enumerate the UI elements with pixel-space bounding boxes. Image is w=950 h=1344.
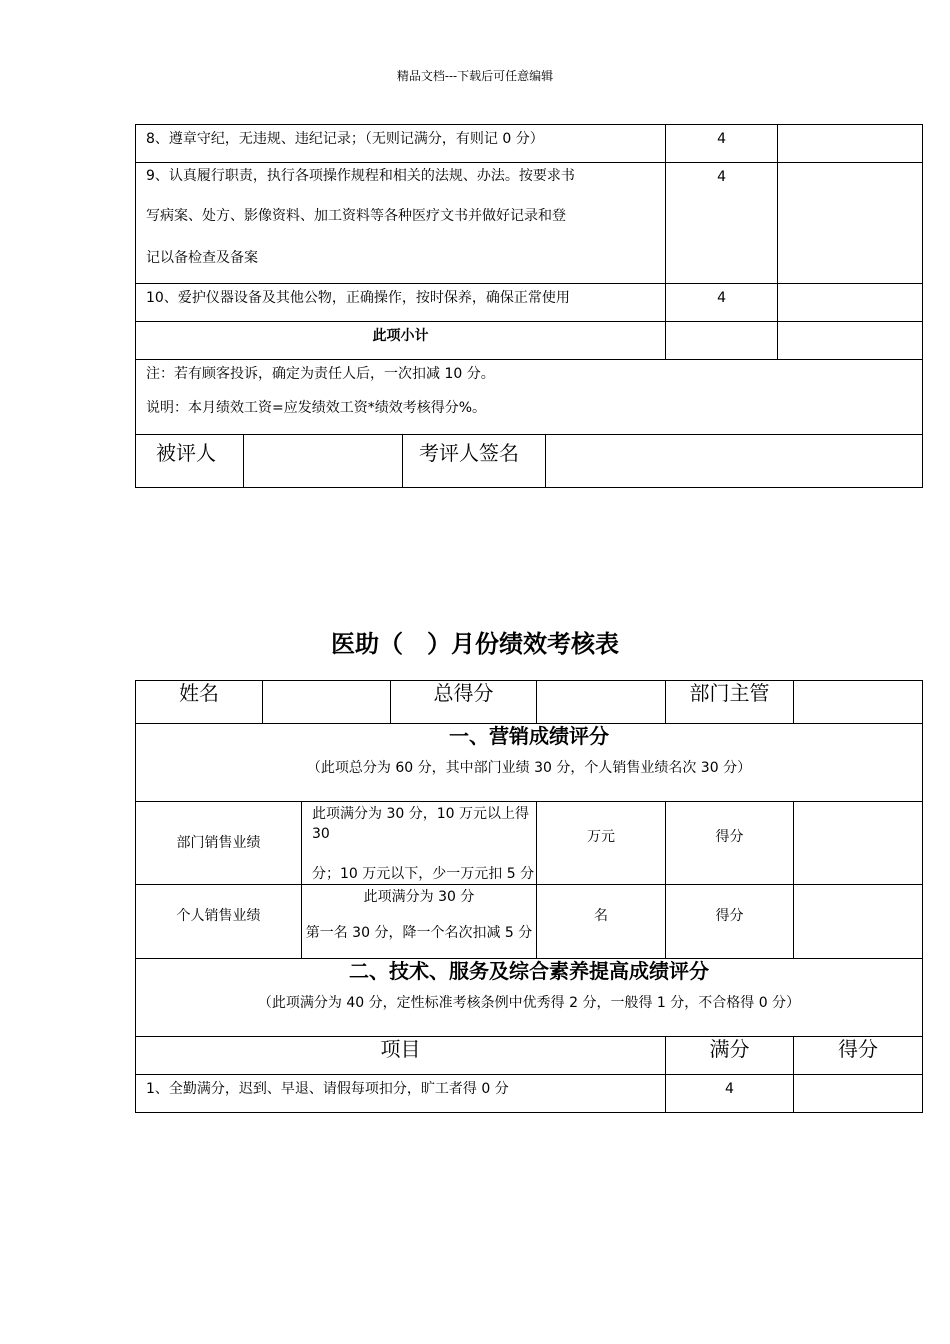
section2-description: （此项满分为 40 分，定性标准考核条例中优秀得 2 分，一般得 1 分，不合格得 0 分）	[257, 995, 801, 1011]
notes-row	[136, 360, 923, 435]
score-cell[interactable]	[794, 1075, 923, 1113]
full-score-cell: 4	[666, 125, 778, 163]
item-cell: 10、爱护仪器设备及其他公物，正确操作，按时保养，确保正常使用	[136, 284, 666, 322]
personal-sales-label: 个人销售业绩	[136, 885, 302, 959]
dept-sales-label: 部门销售业绩	[136, 802, 302, 885]
item-cell: 1、全勤满分，迟到、早退、请假每项扣分，旷工者得 0 分	[136, 1075, 666, 1113]
column-header-row	[136, 1037, 923, 1075]
evaluator-sign-label: 考评人签名	[403, 435, 546, 488]
form-title: 医助（ ）月份绩效考核表	[331, 630, 619, 658]
name-field[interactable]	[263, 681, 391, 724]
rule-line: 此项满分为 30 分，10 万元以上得 30	[312, 806, 529, 842]
subtotal-row	[136, 322, 923, 360]
supervisor-label: 部门主管	[666, 681, 794, 724]
table-row	[136, 284, 923, 322]
full-score-cell: 4	[666, 163, 778, 284]
total-score-field[interactable]	[537, 681, 666, 724]
dept-sales-unit[interactable]: 万元	[537, 802, 666, 885]
item-line: 9、认真履行职责，执行各项操作规程和相关的法规、办法。按要求书	[146, 168, 575, 184]
rule-line: 第一名 30 分，降一个名次扣减 5 分	[305, 925, 533, 941]
score-column-header: 得分	[794, 1037, 923, 1075]
full-score-cell: 4	[666, 284, 778, 322]
complaint-note: 注：若有顾客投诉，确定为责任人后，一次扣减 10 分。	[146, 366, 495, 382]
item-line: 记以备检查及备案	[146, 250, 258, 266]
full-score-cell: 4	[666, 1075, 794, 1113]
section2-header-row	[136, 959, 923, 1037]
rule-line: 分；10 万元以下，少一万元扣 5 分	[312, 866, 535, 882]
section1-header	[136, 724, 923, 802]
table-row	[136, 1075, 923, 1113]
section1-header-row	[136, 724, 923, 802]
personal-score-field[interactable]	[794, 885, 923, 959]
page-header: 精品文档---下载后可任意编辑	[396, 69, 554, 83]
evaluatee-field[interactable]	[244, 435, 403, 488]
score-cell[interactable]	[778, 163, 923, 284]
table-row	[136, 125, 923, 163]
table-row	[136, 163, 923, 284]
dept-score-label: 得分	[666, 802, 794, 885]
evaluation-table	[135, 680, 923, 1113]
subtotal-score-cell[interactable]	[778, 322, 923, 360]
item-cell: 8、遵章守纪，无违规、违纪记录；（无则记满分，有则记 0 分）	[136, 125, 666, 163]
personal-sales-row	[136, 885, 923, 959]
dept-sales-row	[136, 802, 923, 885]
full-column-header: 满分	[666, 1037, 794, 1075]
personal-rank-unit[interactable]: 名	[537, 885, 666, 959]
salary-explanation: 说明：本月绩效工资=应发绩效工资*绩效考核得分%。	[146, 400, 487, 416]
notes-cell	[136, 360, 923, 435]
personal-score-label: 得分	[666, 885, 794, 959]
name-label: 姓名	[136, 681, 263, 724]
score-cell[interactable]	[778, 125, 923, 163]
item-column-header: 项目	[136, 1037, 666, 1075]
header-info-row	[136, 681, 923, 724]
item-line: 写病案、处方、影像资料、加工资料等各种医疗文书并做好记录和登	[146, 208, 566, 224]
section2-title: 二、技术、服务及综合素养提高成绩评分	[349, 959, 709, 983]
evaluator-sign-field[interactable]	[546, 435, 923, 488]
dept-sales-rule	[302, 802, 537, 885]
section1-title: 一、营销成绩评分	[449, 724, 609, 748]
evaluation-table-continued	[135, 124, 923, 488]
supervisor-field[interactable]	[794, 681, 923, 724]
score-cell[interactable]	[778, 284, 923, 322]
total-score-label: 总得分	[391, 681, 537, 724]
subtotal-label: 此项小计	[136, 322, 666, 360]
evaluatee-label: 被评人	[136, 435, 244, 488]
subtotal-full-cell[interactable]	[666, 322, 778, 360]
item-cell	[136, 163, 666, 284]
dept-score-field[interactable]	[794, 802, 923, 885]
signature-row	[136, 435, 923, 488]
rule-line: 此项满分为 30 分	[363, 889, 475, 905]
personal-sales-rule	[302, 885, 537, 959]
section2-header	[136, 959, 923, 1037]
section1-description: （此项总分为 60 分，其中部门业绩 30 分，个人销售业绩名次 30 分）	[306, 760, 752, 776]
